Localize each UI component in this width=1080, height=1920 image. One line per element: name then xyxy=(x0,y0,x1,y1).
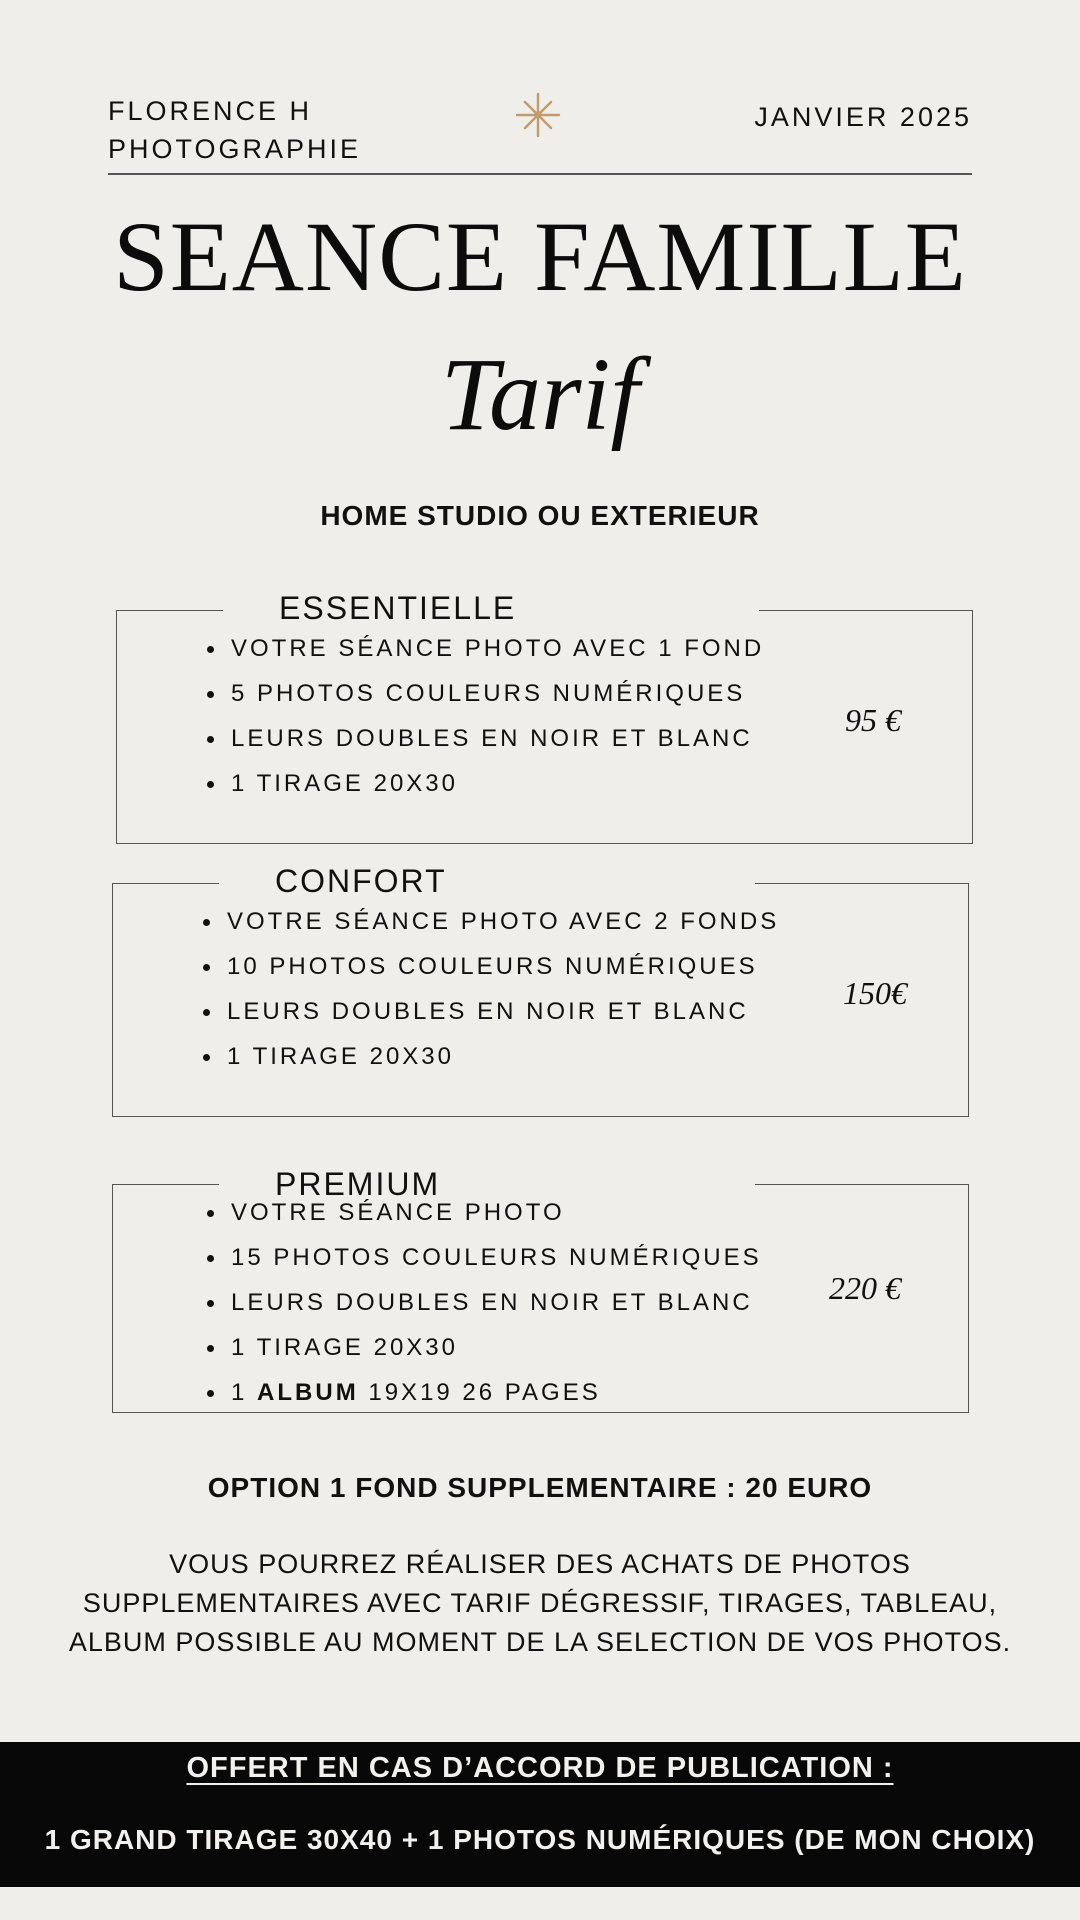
publication-offer-banner xyxy=(0,1742,1080,1887)
page-subtitle: Tarif xyxy=(440,337,640,452)
frame-line xyxy=(755,883,968,884)
list-item: 1 TIRAGE 20X30 xyxy=(203,1034,779,1079)
package-name: PREMIUM xyxy=(275,1166,441,1202)
list-item-album xyxy=(207,1370,762,1415)
list-item: 1 TIRAGE 20X30 xyxy=(207,761,764,806)
list-item: 5 PHOTOS COULEURS NUMÉRIQUES xyxy=(207,671,764,716)
album-count: 1 xyxy=(231,1379,248,1406)
offer-details: 1 GRAND TIRAGE 30X40 + 1 PHOTOS NUMÉRIQUES (DE MON CHOIX) xyxy=(44,1824,1036,1855)
package-features xyxy=(207,1190,762,1415)
list-item: LEURS DOUBLES EN NOIR ET BLANC xyxy=(207,716,764,761)
package-price: 220 € xyxy=(829,1270,901,1306)
list-item: 1 TIRAGE 20X30 xyxy=(207,1325,762,1370)
brand-line-2: PHOTOGRAPHIE xyxy=(108,134,362,164)
package-price: 150€ xyxy=(843,975,907,1011)
list-item: LEURS DOUBLES EN NOIR ET BLANC xyxy=(203,989,779,1034)
package-confort xyxy=(112,863,969,1117)
package-features xyxy=(203,899,779,1079)
venue-label: HOME STUDIO OU EXTERIEUR xyxy=(320,500,760,531)
list-item: LEURS DOUBLES EN NOIR ET BLANC xyxy=(207,1280,762,1325)
sparkle-star-icon xyxy=(515,92,561,138)
extra-option: OPTION 1 FOND SUPPLEMENTAIRE : 20 EURO xyxy=(207,1472,873,1503)
package-essentielle xyxy=(116,590,973,844)
frame-line xyxy=(759,610,972,611)
list-item: VOTRE SÉANCE PHOTO AVEC 2 FONDS xyxy=(203,899,779,944)
page-title: SEANCE FAMILLE xyxy=(113,201,967,312)
list-item: 10 PHOTOS COULEURS NUMÉRIQUES xyxy=(203,944,779,989)
header-divider xyxy=(108,173,972,175)
frame-line xyxy=(113,883,219,884)
frame-line xyxy=(113,1184,219,1185)
offer-heading: OFFERT EN CAS D’ACCORD DE PUBLICATION : xyxy=(186,1752,894,1784)
list-item: VOTRE SÉANCE PHOTO xyxy=(207,1190,762,1235)
issue-date: JANVIER 2025 xyxy=(754,102,972,132)
package-name: ESSENTIELLE xyxy=(279,590,517,626)
album-details: 19X19 26 PAGES xyxy=(368,1379,601,1406)
list-item: 15 PHOTOS COULEURS NUMÉRIQUES xyxy=(207,1235,762,1280)
package-name: CONFORT xyxy=(275,863,447,899)
brand-line-1: FLORENCE H xyxy=(108,96,313,126)
additional-purchases-note: VOUS POURREZ RÉALISER DES ACHATS DE PHOTOS SUPPLEMENTAIRES AVEC TARIF DÉGRESSIF, TIRAGES, TABLEAU, ALBUM POSSIBLE AU MOMENT DE LA SELECTION DE VOS PHOTOS. xyxy=(68,1549,1012,1657)
frame-line xyxy=(755,1184,968,1185)
package-premium xyxy=(112,1166,969,1413)
package-price: 95 € xyxy=(845,702,901,738)
frame-line xyxy=(117,610,223,611)
list-item: VOTRE SÉANCE PHOTO AVEC 1 FOND xyxy=(207,626,764,671)
brand-name xyxy=(108,92,361,168)
package-features xyxy=(207,626,764,806)
album-label: ALBUM xyxy=(257,1379,359,1406)
